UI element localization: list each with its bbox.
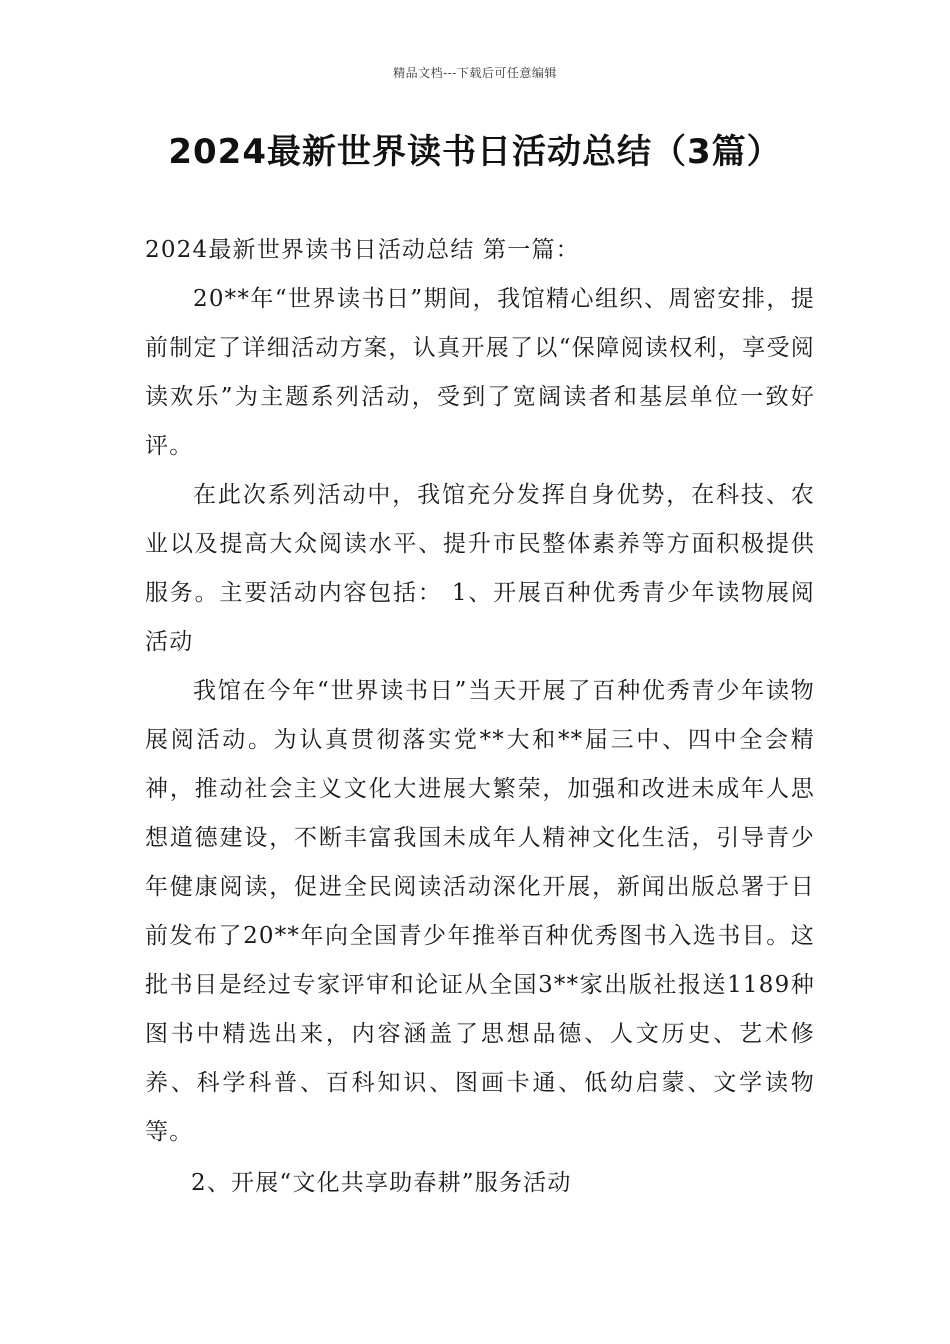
header-note: 精品文档---下载后可任意编辑 xyxy=(393,66,557,80)
document-subtitle: 2024最新世界读书日活动总结 第一篇： xyxy=(145,237,580,263)
paragraph-3: 我馆在今年“世界读书日”当天开展了百种优秀青少年读物展阅活动。为认真贯彻落实党**大和**届三中、四中全会精神，推动社会主义文化大进展大繁荣，加强和改进未成年人思想道德建设，不断丰富我国未成年人精神文化生活，引导青少年健康阅读，促进全民阅读活动深化开展，新闻出版总署于日前发布了20**年向全国青少年推举百种优秀图书入选书目。这批书目是经过专家评审和论证从全国3**家出版社报送1189种图书中精选出来，内容涵盖了思想品德、人文历史、艺术修养、科学科普、百科知识、图画卡通、低幼启蒙、文学读物等。 xyxy=(145,678,815,1145)
paragraph-2: 在此次系列活动中，我馆充分发挥自身优势，在科技、农业以及提高大众阅读水平、提升市民整体素养等方面积极提供服务。主要活动内容包括： 1、开展百种优秀青少年读物展阅活动 xyxy=(145,482,815,655)
paragraph-1: 20**年“世界读书日”期间，我馆精心组织、周密安排，提前制定了详细活动方案，认真开展了以“保障阅读权利，享受阅读欢乐”为主题系列活动，受到了宽阔读者和基层单位一致好评。 xyxy=(145,286,815,459)
section-heading: 2、开展“文化共享助春耕”服务活动 xyxy=(191,1170,572,1196)
document-body xyxy=(145,226,815,1208)
page-title: 2024最新世界读书日活动总结（3篇） xyxy=(168,132,782,172)
